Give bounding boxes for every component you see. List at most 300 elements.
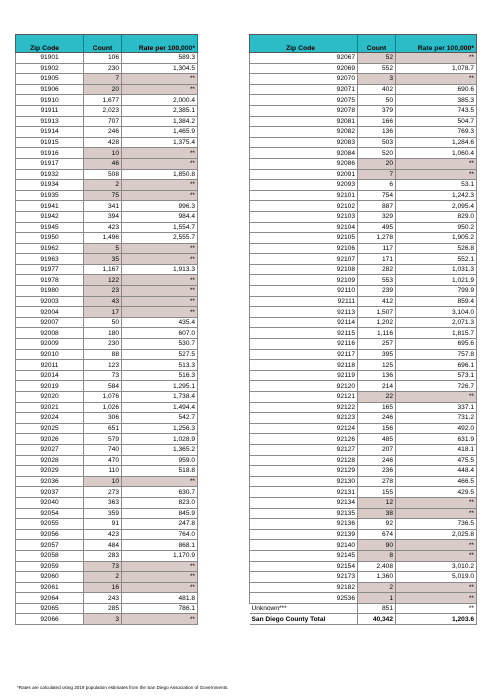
rate-cell: 996.3 xyxy=(122,201,198,212)
table-row xyxy=(16,190,198,201)
count-cell: 579 xyxy=(84,434,122,445)
table-row xyxy=(250,381,477,392)
rate-cell: 607.0 xyxy=(122,328,198,339)
zip-code-cell: 92115 xyxy=(250,328,358,339)
count-cell: 1,116 xyxy=(358,328,396,339)
zip-code-cell: 91917 xyxy=(16,158,84,169)
zip-code-cell: 91962 xyxy=(16,243,84,254)
table-row xyxy=(250,243,477,254)
rate-cell: 1,815.7 xyxy=(396,328,477,339)
rate-cell: 731.2 xyxy=(396,413,477,424)
count-cell: 230 xyxy=(84,339,122,350)
header-count: Count xyxy=(84,35,122,53)
rate-cell: 726.7 xyxy=(396,381,477,392)
table-row xyxy=(250,413,477,424)
table-row xyxy=(16,105,198,116)
rate-cell: 513.3 xyxy=(122,360,198,371)
count-cell: 285 xyxy=(84,603,122,614)
footnote: *Rates are calculated using 2019 population estimates from the San Diego Association of Governments. xyxy=(17,685,229,690)
count-cell: 1,278 xyxy=(358,233,396,244)
count-cell: 423 xyxy=(84,222,122,233)
table-row xyxy=(250,519,477,530)
table-row xyxy=(250,434,477,445)
count-cell: 484 xyxy=(84,540,122,551)
table-row xyxy=(250,423,477,434)
rate-cell: 695.6 xyxy=(396,339,477,350)
rate-cell: 1,028.9 xyxy=(122,434,198,445)
table-row xyxy=(16,434,198,445)
rate-cell: ** xyxy=(122,148,198,159)
zip-table-left xyxy=(15,34,198,625)
table-row xyxy=(16,572,198,583)
count-cell: 5 xyxy=(84,243,122,254)
count-cell: 1,496 xyxy=(84,233,122,244)
table-row xyxy=(16,370,198,381)
rate-cell: ** xyxy=(396,53,477,64)
table-row xyxy=(250,275,477,286)
zip-code-cell: 92057 xyxy=(16,540,84,551)
zip-code-cell: 92071 xyxy=(250,84,358,95)
count-cell: 38 xyxy=(358,508,396,519)
header-rate: Rate per 100,000* xyxy=(396,35,477,53)
zip-code-cell: 92119 xyxy=(250,370,358,381)
zip-code-cell: 91916 xyxy=(16,148,84,159)
count-cell: 90 xyxy=(358,540,396,551)
count-cell: 1,202 xyxy=(358,317,396,328)
table-row xyxy=(16,529,198,540)
table-row xyxy=(16,476,198,487)
zip-code-cell: 92110 xyxy=(250,286,358,297)
count-cell: 651 xyxy=(84,423,122,434)
count-cell: 136 xyxy=(358,127,396,138)
count-cell: 495 xyxy=(358,222,396,233)
rate-cell: 1,170.9 xyxy=(122,550,198,561)
zip-code-cell: 92117 xyxy=(250,349,358,360)
count-cell: 8 xyxy=(358,550,396,561)
table-row xyxy=(250,95,477,106)
count-cell: 88 xyxy=(84,349,122,360)
count-cell: 754 xyxy=(358,190,396,201)
zip-code-cell: 92070 xyxy=(250,74,358,85)
count-cell: 10 xyxy=(84,148,122,159)
rate-cell: ** xyxy=(396,582,477,593)
zip-code-cell: 92081 xyxy=(250,116,358,127)
count-cell: 1,076 xyxy=(84,392,122,403)
table-row xyxy=(250,286,477,297)
rate-cell: 385.3 xyxy=(396,95,477,106)
count-cell: 46 xyxy=(84,158,122,169)
zip-code-cell: 91963 xyxy=(16,254,84,265)
table-row xyxy=(16,95,198,106)
count-cell: 10 xyxy=(84,476,122,487)
rate-cell: 542.7 xyxy=(122,413,198,424)
count-cell: 273 xyxy=(84,487,122,498)
zip-code-cell: 92054 xyxy=(16,508,84,519)
count-cell: 230 xyxy=(84,63,122,74)
count-cell: 117 xyxy=(358,243,396,254)
zip-code-cell: 92027 xyxy=(16,444,84,455)
count-cell: 1 xyxy=(358,593,396,604)
table-row xyxy=(250,476,477,487)
rate-cell: 1,021.9 xyxy=(396,275,477,286)
zip-code-cell: 92007 xyxy=(16,317,84,328)
zip-code-cell: 92101 xyxy=(250,190,358,201)
count-cell: 283 xyxy=(84,550,122,561)
rate-cell: 435.4 xyxy=(122,317,198,328)
zip-table-right xyxy=(249,34,477,625)
zip-code-cell: 92103 xyxy=(250,211,358,222)
rate-cell: ** xyxy=(122,158,198,169)
zip-code-cell: 92120 xyxy=(250,381,358,392)
zip-code-cell: 92036 xyxy=(16,476,84,487)
table-row xyxy=(16,74,198,85)
table-row xyxy=(250,190,477,201)
count-cell: 1,677 xyxy=(84,95,122,106)
count-cell: 2 xyxy=(358,582,396,593)
zip-code-cell: 92129 xyxy=(250,466,358,477)
zip-code-cell: 92536 xyxy=(250,593,358,604)
count-cell: 584 xyxy=(84,381,122,392)
rate-cell: 1,203.6 xyxy=(396,614,477,625)
count-cell: 43 xyxy=(84,296,122,307)
rate-cell: ** xyxy=(122,582,198,593)
zip-code-cell: 92009 xyxy=(16,339,84,350)
count-cell: 122 xyxy=(84,275,122,286)
rate-cell: 527.5 xyxy=(122,349,198,360)
rate-cell: 1,284.6 xyxy=(396,137,477,148)
count-cell: 50 xyxy=(84,317,122,328)
rate-cell: 1,078.7 xyxy=(396,63,477,74)
table-row xyxy=(250,307,477,318)
rate-cell: 516.3 xyxy=(122,370,198,381)
rate-cell: 950.2 xyxy=(396,222,477,233)
count-cell: 257 xyxy=(358,339,396,350)
table-row xyxy=(250,444,477,455)
zip-code-cell: 91906 xyxy=(16,84,84,95)
count-cell: 423 xyxy=(84,529,122,540)
count-cell: 1,507 xyxy=(358,307,396,318)
count-cell: 887 xyxy=(358,201,396,212)
rate-cell: 631.9 xyxy=(396,434,477,445)
zip-code-cell: 91942 xyxy=(16,211,84,222)
count-cell: 156 xyxy=(358,423,396,434)
table-row xyxy=(16,169,198,180)
rate-cell: 475.5 xyxy=(396,455,477,466)
rate-cell: 859.4 xyxy=(396,296,477,307)
count-cell: 553 xyxy=(358,275,396,286)
table-row xyxy=(250,63,477,74)
count-cell: 3 xyxy=(84,614,122,625)
count-cell: 851 xyxy=(358,603,396,614)
table-row xyxy=(16,339,198,350)
zip-code-cell: 92114 xyxy=(250,317,358,328)
count-cell: 171 xyxy=(358,254,396,265)
count-cell: 73 xyxy=(84,561,122,572)
table-row xyxy=(250,211,477,222)
table-row xyxy=(16,222,198,233)
rate-cell: ** xyxy=(396,392,477,403)
rate-cell: 1,554.7 xyxy=(122,222,198,233)
zip-code-cell: 92102 xyxy=(250,201,358,212)
zip-code-cell: 91932 xyxy=(16,169,84,180)
table-row xyxy=(250,349,477,360)
rate-cell: ** xyxy=(396,74,477,85)
table-row xyxy=(250,508,477,519)
zip-code-cell: 92058 xyxy=(16,550,84,561)
table-row xyxy=(250,392,477,403)
table-row xyxy=(250,137,477,148)
table-row xyxy=(250,254,477,265)
table-row xyxy=(16,317,198,328)
zip-code-cell: 92086 xyxy=(250,158,358,169)
rate-cell: 3,010.2 xyxy=(396,561,477,572)
count-cell: 552 xyxy=(358,63,396,74)
count-cell: 402 xyxy=(358,84,396,95)
table-row xyxy=(16,519,198,530)
table-row xyxy=(250,497,477,508)
rate-cell: ** xyxy=(396,593,477,604)
zip-code-cell: 92154 xyxy=(250,561,358,572)
table-row xyxy=(16,264,198,275)
count-cell: 236 xyxy=(358,466,396,477)
zip-code-cell: 92139 xyxy=(250,529,358,540)
count-cell: 7 xyxy=(84,74,122,85)
rate-cell: 769.3 xyxy=(396,127,477,138)
rate-cell: ** xyxy=(122,476,198,487)
zip-code-cell: 92019 xyxy=(16,381,84,392)
rate-cell: 448.4 xyxy=(396,466,477,477)
table-row xyxy=(16,296,198,307)
table-row xyxy=(250,466,477,477)
count-cell: 1,167 xyxy=(84,264,122,275)
zip-code-cell: 92182 xyxy=(250,582,358,593)
zip-code-cell: 92091 xyxy=(250,169,358,180)
count-cell: 2 xyxy=(84,572,122,583)
zip-code-cell: 92105 xyxy=(250,233,358,244)
zip-code-cell: 92069 xyxy=(250,63,358,74)
rate-cell: 53.1 xyxy=(396,180,477,191)
zip-code-cell: 91913 xyxy=(16,116,84,127)
row-label-cell: San Diego County Total xyxy=(250,614,358,625)
zip-code-cell: 91915 xyxy=(16,137,84,148)
zip-code-cell: 92004 xyxy=(16,307,84,318)
rate-cell: 1,850.8 xyxy=(122,169,198,180)
rate-cell: 829.0 xyxy=(396,211,477,222)
rate-cell: ** xyxy=(122,296,198,307)
zip-code-cell: 91901 xyxy=(16,53,84,64)
table-row xyxy=(250,317,477,328)
count-cell: 73 xyxy=(84,370,122,381)
rate-cell: 959.0 xyxy=(122,455,198,466)
zip-code-cell: 92126 xyxy=(250,434,358,445)
zip-code-cell: 92025 xyxy=(16,423,84,434)
count-cell: 359 xyxy=(84,508,122,519)
count-cell: 278 xyxy=(358,476,396,487)
rate-cell: 1,375.4 xyxy=(122,137,198,148)
zip-code-cell: 92113 xyxy=(250,307,358,318)
count-cell: 40,342 xyxy=(358,614,396,625)
header-row xyxy=(16,35,198,53)
rate-cell: ** xyxy=(122,614,198,625)
count-cell: 2,408 xyxy=(358,561,396,572)
table-row xyxy=(250,360,477,371)
table-row xyxy=(16,307,198,318)
table-row xyxy=(250,127,477,138)
count-cell: 674 xyxy=(358,529,396,540)
zip-code-cell: 92021 xyxy=(16,402,84,413)
zip-code-cell: 92055 xyxy=(16,519,84,530)
count-cell: 341 xyxy=(84,201,122,212)
rate-cell: 530.7 xyxy=(122,339,198,350)
rate-cell: ** xyxy=(122,561,198,572)
table-row xyxy=(16,180,198,191)
rate-cell: 1,060.4 xyxy=(396,148,477,159)
rate-cell: ** xyxy=(122,275,198,286)
rate-cell: ** xyxy=(396,603,477,614)
zip-code-cell: 92135 xyxy=(250,508,358,519)
zip-code-cell: 92056 xyxy=(16,529,84,540)
table-row xyxy=(250,529,477,540)
zip-code-cell: 92130 xyxy=(250,476,358,487)
table-row xyxy=(16,603,198,614)
rate-cell: ** xyxy=(396,158,477,169)
rate-cell: 1,304.5 xyxy=(122,63,198,74)
rate-cell: ** xyxy=(122,74,198,85)
table-row xyxy=(16,392,198,403)
table-row xyxy=(250,148,477,159)
count-cell: 52 xyxy=(358,53,396,64)
count-cell: 35 xyxy=(84,254,122,265)
unknown-row xyxy=(250,603,477,614)
rate-cell: 2,025.8 xyxy=(396,529,477,540)
zip-code-cell: 92064 xyxy=(16,593,84,604)
table-row xyxy=(16,593,198,604)
rate-cell: 1,913.3 xyxy=(122,264,198,275)
count-cell: 155 xyxy=(358,487,396,498)
table-row xyxy=(16,275,198,286)
rate-cell: ** xyxy=(122,307,198,318)
zip-code-cell: 92145 xyxy=(250,550,358,561)
zip-code-cell: 92084 xyxy=(250,148,358,159)
table-row xyxy=(16,116,198,127)
table-row xyxy=(16,84,198,95)
rate-cell: 504.7 xyxy=(396,116,477,127)
rate-cell: 1,256.3 xyxy=(122,423,198,434)
count-cell: 136 xyxy=(358,370,396,381)
zip-code-cell: 92106 xyxy=(250,243,358,254)
table-row xyxy=(250,233,477,244)
table-row xyxy=(16,243,198,254)
count-cell: 503 xyxy=(358,137,396,148)
count-cell: 306 xyxy=(84,413,122,424)
zip-code-cell: 91914 xyxy=(16,127,84,138)
zip-code-cell: 92122 xyxy=(250,402,358,413)
row-label-cell: Unknown*** xyxy=(250,603,358,614)
table-row xyxy=(250,540,477,551)
count-cell: 363 xyxy=(84,497,122,508)
count-cell: 123 xyxy=(84,360,122,371)
count-cell: 16 xyxy=(84,582,122,593)
table-row xyxy=(250,487,477,498)
header-rate: Rate per 100,000* xyxy=(122,35,198,53)
zip-code-cell: 92003 xyxy=(16,296,84,307)
table-row xyxy=(250,201,477,212)
zip-code-cell: 91941 xyxy=(16,201,84,212)
count-cell: 470 xyxy=(84,455,122,466)
zip-code-cell: 92134 xyxy=(250,497,358,508)
rate-cell: ** xyxy=(396,508,477,519)
rate-cell: ** xyxy=(396,169,477,180)
zip-code-cell: 92127 xyxy=(250,444,358,455)
rate-cell: 518.8 xyxy=(122,466,198,477)
zip-code-cell: 92136 xyxy=(250,519,358,530)
table-row xyxy=(16,487,198,498)
table-row xyxy=(16,561,198,572)
table-row xyxy=(16,201,198,212)
count-cell: 282 xyxy=(358,264,396,275)
rate-cell: 337.1 xyxy=(396,402,477,413)
rate-cell: 466.5 xyxy=(396,476,477,487)
header-zip-code: Zip Code xyxy=(16,35,84,53)
rate-cell: ** xyxy=(122,254,198,265)
count-cell: 17 xyxy=(84,307,122,318)
zip-code-cell: 92108 xyxy=(250,264,358,275)
table-row xyxy=(250,593,477,604)
table-row xyxy=(250,180,477,191)
table-row xyxy=(250,105,477,116)
rate-cell: 757.8 xyxy=(396,349,477,360)
rate-cell: 984.4 xyxy=(122,211,198,222)
zip-code-cell: 92083 xyxy=(250,137,358,148)
rate-cell: 786.1 xyxy=(122,603,198,614)
rate-cell: 526.8 xyxy=(396,243,477,254)
count-cell: 12 xyxy=(358,497,396,508)
zip-code-cell: 92065 xyxy=(16,603,84,614)
zip-code-cell: 92104 xyxy=(250,222,358,233)
rate-cell: 764.0 xyxy=(122,529,198,540)
zip-code-cell: 92026 xyxy=(16,434,84,445)
rate-cell: ** xyxy=(396,497,477,508)
rate-cell: 481.8 xyxy=(122,593,198,604)
count-cell: 2 xyxy=(84,180,122,191)
table-row xyxy=(16,466,198,477)
rate-cell: 1,384.2 xyxy=(122,116,198,127)
table-row xyxy=(250,296,477,307)
zip-code-cell: 92020 xyxy=(16,392,84,403)
rate-cell: 5,019.0 xyxy=(396,572,477,583)
rate-cell: 690.6 xyxy=(396,84,477,95)
rate-cell: 2,555.7 xyxy=(122,233,198,244)
rate-cell: 2,095.4 xyxy=(396,201,477,212)
zip-code-cell: 92118 xyxy=(250,360,358,371)
count-cell: 20 xyxy=(84,84,122,95)
rate-cell: 696.1 xyxy=(396,360,477,371)
table-row xyxy=(16,360,198,371)
table-row xyxy=(250,572,477,583)
table-row xyxy=(16,211,198,222)
count-cell: 740 xyxy=(84,444,122,455)
zip-code-cell: 92109 xyxy=(250,275,358,286)
rate-cell: 1,905.2 xyxy=(396,233,477,244)
count-cell: 395 xyxy=(358,349,396,360)
zip-code-cell: 92093 xyxy=(250,180,358,191)
zip-code-cell: 92024 xyxy=(16,413,84,424)
table-row xyxy=(16,444,198,455)
rate-cell: 845.9 xyxy=(122,508,198,519)
table-row xyxy=(16,137,198,148)
table-row xyxy=(250,328,477,339)
zip-code-cell: 92040 xyxy=(16,497,84,508)
